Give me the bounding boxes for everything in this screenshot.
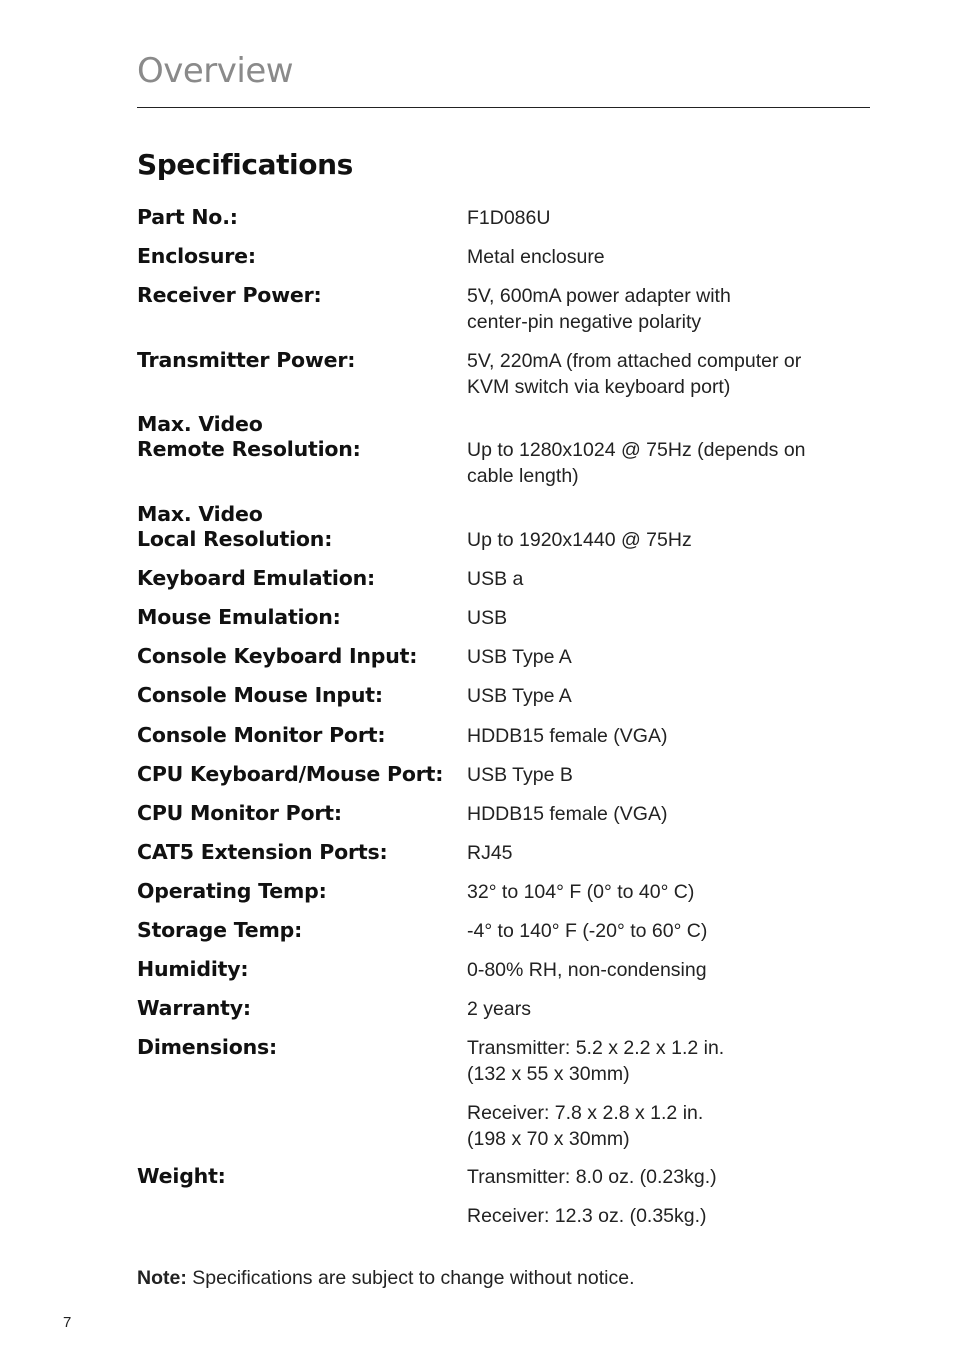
spec-value-dimensions-transmitter: [467, 1036, 867, 1087]
spec-value-cat5-extension-ports: [467, 841, 867, 867]
spec-value-receiver-power: [467, 284, 867, 335]
spec-label-local-resolution: [137, 502, 467, 552]
spec-value-line: Metal enclosure: [467, 246, 605, 268]
spec-value-line: USB a: [467, 568, 524, 590]
spec-label-part-no: [137, 205, 467, 230]
spec-value-part-no: [467, 206, 867, 232]
spec-value-operating-temp: [467, 880, 867, 906]
spec-value-line: center-pin negative polarity: [467, 310, 702, 333]
spec-value-weight-transmitter: [467, 1165, 867, 1191]
spec-label-warranty: [137, 996, 467, 1021]
spec-value-line: USB Type A: [467, 685, 572, 707]
spec-value-line: (198 x 70 x 30mm): [467, 1127, 630, 1150]
spec-value-keyboard-emulation: [467, 567, 867, 593]
page-number: 7: [63, 1314, 72, 1331]
spec-label-console-mouse-input: [137, 683, 467, 708]
spec-label-transmitter-power: [137, 348, 467, 373]
spec-value-line: Up to 1920x1440 @ 75Hz: [467, 529, 692, 551]
spec-value-line: USB Type A: [467, 646, 572, 668]
spec-label-line: Remote Resolution:: [137, 437, 361, 461]
spec-value-line: (132 x 55 x 30mm): [467, 1062, 630, 1085]
spec-label-line: Mouse Emulation:: [137, 605, 341, 629]
spec-value-mouse-emulation: [467, 606, 867, 632]
spec-value-cpu-monitor-port: [467, 802, 867, 828]
spec-value-storage-temp: [467, 919, 867, 945]
spec-label-cpu-keyboard-mouse-port: [137, 762, 467, 787]
spec-value-line: RJ45: [467, 842, 513, 864]
spec-label-mouse-emulation: [137, 605, 467, 630]
spec-label-weight: [137, 1164, 467, 1189]
spec-value-line: 5V, 220mA (from attached computer or: [467, 350, 802, 372]
spec-label-line: Humidity:: [137, 957, 249, 981]
spec-label-cpu-monitor-port: [137, 801, 467, 826]
spec-label-operating-temp: [137, 879, 467, 904]
spec-value-line: HDDB15 female (VGA): [467, 725, 668, 747]
spec-label-line: Transmitter Power:: [137, 348, 356, 372]
spec-label-console-keyboard-input: [137, 644, 467, 669]
spec-label-line: Local Resolution:: [137, 527, 333, 551]
section-title: Overview: [137, 51, 294, 91]
spec-value-line: cable length): [467, 464, 579, 487]
spec-label-keyboard-emulation: [137, 566, 467, 591]
spec-label-line: Console Monitor Port:: [137, 723, 386, 747]
header-rule: [137, 107, 870, 108]
spec-label-console-monitor-port: [137, 723, 467, 748]
spec-value-line: 5V, 600mA power adapter with: [467, 285, 731, 307]
spec-value-line: F1D086U: [467, 207, 551, 229]
spec-value-line: Up to 1280x1024 @ 75Hz (depends on: [467, 439, 806, 461]
spec-label-dimensions: [137, 1035, 467, 1060]
spec-label-line: Storage Temp:: [137, 918, 303, 942]
spec-value-line: USB Type B: [467, 764, 573, 786]
spec-label-line: Weight:: [137, 1164, 226, 1188]
spec-value-transmitter-power: [467, 349, 867, 400]
spec-value-line: 2 years: [467, 998, 531, 1020]
spec-value-cpu-keyboard-mouse-port: [467, 763, 867, 789]
spec-value-console-keyboard-input: [467, 645, 867, 671]
spec-value-local-resolution: [467, 528, 867, 554]
spec-value-line: HDDB15 female (VGA): [467, 803, 668, 825]
spec-value-line: Receiver: 12.3 oz. (0.35kg.): [467, 1205, 707, 1227]
spec-label-line: CAT5 Extension Ports:: [137, 840, 388, 864]
spec-label-line: Enclosure:: [137, 244, 256, 268]
note-prefix: Note:: [137, 1267, 187, 1289]
spec-value-line: Transmitter: 8.0 oz. (0.23kg.): [467, 1166, 717, 1188]
spec-value-line: -4° to 140° F (-20° to 60° C): [467, 920, 708, 942]
note: [137, 1266, 635, 1291]
spec-label-humidity: [137, 957, 467, 982]
note-text: Specifications are subject to change without notice.: [186, 1267, 635, 1289]
spec-label-line: Dimensions:: [137, 1035, 278, 1059]
spec-value-line: 0-80% RH, non-condensing: [467, 959, 707, 981]
spec-label-line: Console Keyboard Input:: [137, 644, 418, 668]
spec-label-line: Max. Video: [137, 502, 263, 526]
spec-value-remote-resolution: [467, 438, 867, 489]
spec-label-receiver-power: [137, 283, 467, 308]
page-heading: Specifications: [137, 148, 353, 181]
spec-label-line: Receiver Power:: [137, 283, 322, 307]
spec-value-humidity: [467, 958, 867, 984]
spec-value-line: Transmitter: 5.2 x 2.2 x 1.2 in.: [467, 1037, 725, 1059]
spec-label-line: Console Mouse Input:: [137, 683, 383, 707]
spec-label-remote-resolution: [137, 412, 467, 462]
spec-value-line: KVM switch via keyboard port): [467, 375, 731, 398]
spec-label-line: Max. Video: [137, 412, 263, 436]
spec-value-console-mouse-input: [467, 684, 867, 710]
spec-label-line: Part No.:: [137, 205, 238, 229]
spec-label-line: CPU Monitor Port:: [137, 801, 342, 825]
spec-value-enclosure: [467, 245, 867, 271]
spec-value-warranty: [467, 997, 867, 1023]
spec-value-line: USB: [467, 607, 508, 629]
spec-label-line: Warranty:: [137, 996, 251, 1020]
spec-value-weight-receiver: [467, 1204, 867, 1230]
spec-label-line: Operating Temp:: [137, 879, 327, 903]
spec-value-dimensions-receiver: [467, 1101, 867, 1152]
spec-label-cat5-extension-ports: [137, 840, 467, 865]
spec-label-line: Keyboard Emulation:: [137, 566, 376, 590]
spec-value-console-monitor-port: [467, 724, 867, 750]
spec-label-storage-temp: [137, 918, 467, 943]
spec-value-line: Receiver: 7.8 x 2.8 x 1.2 in.: [467, 1102, 704, 1124]
spec-label-enclosure: [137, 244, 467, 269]
spec-label-line: CPU Keyboard/Mouse Port:: [137, 762, 444, 786]
spec-value-line: 32° to 104° F (0° to 40° C): [467, 881, 695, 903]
